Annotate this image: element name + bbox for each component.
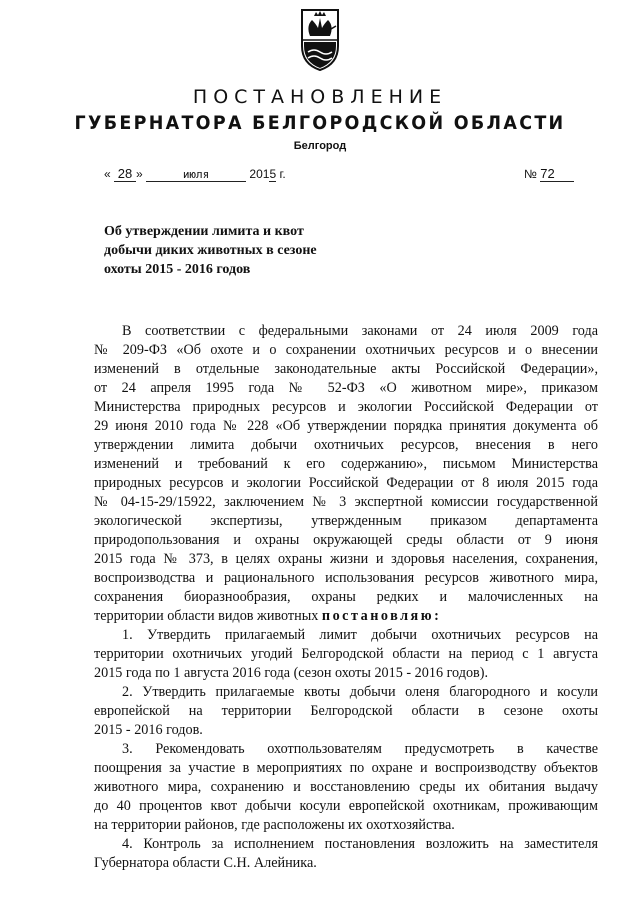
decree-item-4: [94, 835, 598, 873]
issue-city: Белгород: [293, 140, 347, 152]
body-line: утверждении лимита добычи охотничьих ресурсов, внесения в него: [94, 437, 598, 453]
body-line: от 24 апреля 1995 года № 52-ФЗ «О животном мире», приказом: [94, 380, 598, 396]
belgorod-coat-of-arms-icon: [296, 6, 344, 74]
date-year-suffix: 5: [269, 167, 277, 181]
body-line: 2015 года по 1 августа 2016 года (сезон охоты 2015 - 2016 годов).: [94, 665, 489, 681]
body-line: Губернатора области С.Н. Алейника.: [94, 855, 317, 871]
issuing-authority: ГУБЕРНАТОРА БЕЛГОРОДСКОЙ ОБЛАСТИ: [74, 112, 566, 134]
document-number: [524, 166, 574, 182]
body-line: изменений в отдельные законодательные акты Российской Федерации»,: [94, 361, 598, 377]
number-prefix: №: [524, 167, 537, 181]
date-month: июля: [146, 168, 246, 182]
date-open-quote: «: [104, 167, 111, 181]
body-line: 3. Рекомендовать охотпользователям предусмотреть в качестве: [122, 741, 598, 757]
body-line: 1. Утвердить прилагаемый лимит добычи охотничьих ресурсов на: [122, 627, 598, 643]
document-date: [104, 166, 286, 182]
body-line: изменений и требований к его содержанию», письмом Министерства: [94, 456, 598, 472]
body-line: 4. Контроль за исполнением постановления возложить на заместителя: [122, 836, 598, 852]
body-line: 2015 - 2016 годов.: [94, 722, 203, 738]
document-subject: [104, 222, 364, 279]
body-line: европейской на территории Белгородской области в сезоне охоты: [94, 703, 598, 719]
body-line: поощрения за участие в мероприятиях по охране и воспроизводству объектов: [94, 760, 598, 776]
number-value: 72: [540, 166, 574, 182]
document-body: [94, 322, 598, 873]
body-line: сохранения биоразнообразия, охраны редких и малочисленных на: [94, 589, 598, 605]
preamble-last-text: территории области видов животных: [94, 608, 319, 624]
body-line: территории охотничьих угодий Белгородской области на период с 1 августа: [94, 646, 598, 662]
body-line: [94, 607, 598, 626]
decree-item-1: [94, 626, 598, 683]
body-line: природных ресурсов и экологии Российской Федерации от 8 июля 2015 года: [94, 475, 598, 491]
decree-item-2: [94, 683, 598, 740]
date-year-unit: г.: [279, 167, 286, 181]
body-line: 2015 года № 373, в целях охраны жизни и здоровья населения, сохранения,: [94, 551, 598, 567]
body-line: воспроизводства и рационального использования ресурсов животного мира,: [94, 570, 598, 586]
body-line: до 40 процентов квот добычи косули европейской охотникам, проживающим: [94, 798, 598, 814]
decree-word: постановляю:: [321, 608, 442, 624]
body-line: В соответствии с федеральными законами от 24 июля 2009 года: [122, 323, 598, 339]
body-line: экологической экспертизы, утвержденным приказом департамента: [94, 513, 598, 529]
body-line: Министерства природных ресурсов и экологии Российской Федерации от: [94, 399, 598, 415]
body-line: природопользования и охраны окружающей среды области от 9 июня: [94, 532, 598, 548]
body-line: № 04-15-29/15922, заключением № 3 экспертной комиссии государственной: [94, 494, 598, 510]
body-line: 29 июня 2010 года № 228 «Об утверждении порядка принятия документа об: [94, 418, 598, 434]
date-day: 28: [114, 166, 136, 182]
subject-line: Об утверждении лимита и квот: [104, 224, 304, 239]
date-close-quote: »: [136, 167, 143, 181]
document-type-title: ПОСТАНОВЛЕНИЕ: [192, 86, 448, 108]
decree-item-3: [94, 740, 598, 835]
subject-line: добычи диких животных в сезоне: [104, 243, 317, 258]
preamble-paragraph: [94, 322, 598, 626]
body-line: 2. Утвердить прилагаемые квоты добычи оленя благородного и косули: [122, 684, 598, 700]
body-line: животного мира, сохранению и восстановлению среды их обитания выдачу: [94, 779, 598, 795]
body-line: на территории районов, где расположены их охотхозяйства.: [94, 817, 455, 833]
subject-line: охоты 2015 - 2016 годов: [104, 262, 251, 277]
date-year-prefix: 201: [249, 167, 270, 181]
body-line: № 209-ФЗ «Об охоте и о сохранении охотничьих ресурсов и о внесении: [94, 342, 598, 358]
